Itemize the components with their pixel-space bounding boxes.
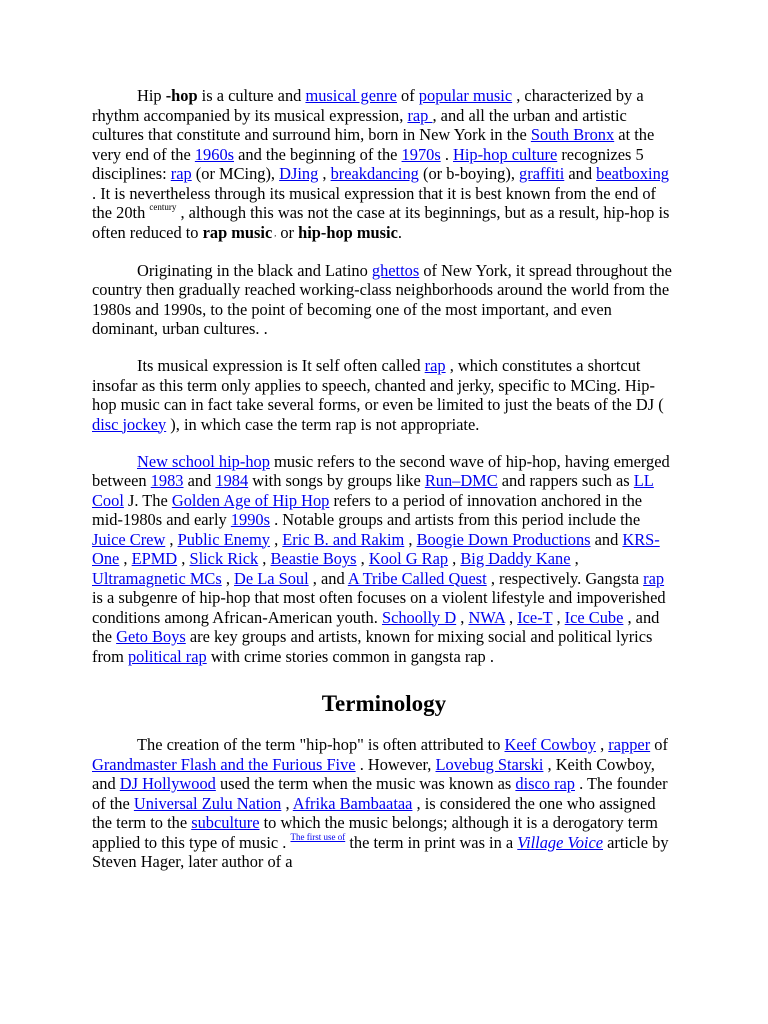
text: ,: [221, 568, 235, 588]
link-run-dmc[interactable]: Run–DMC: [424, 471, 498, 490]
link-hip-hop-culture[interactable]: Hip-hop culture: [453, 144, 558, 164]
text: ,: [318, 164, 331, 183]
link-1970s[interactable]: 1970s: [401, 144, 441, 164]
article-body: [92, 86, 676, 889]
link-breakdancing[interactable]: breakdancing: [330, 164, 419, 183]
bold-text: -hop: [165, 86, 198, 105]
text: ,: [552, 607, 565, 627]
text: at the very end of the: [92, 125, 655, 164]
link-rap[interactable]: rap: [407, 105, 433, 125]
link-grandmaster-flash[interactable]: Grandmaster Flash and the Furious Five: [92, 754, 356, 774]
link-subculture[interactable]: subculture: [191, 813, 260, 832]
text: with crime stories common in gangsta rap .: [206, 646, 494, 666]
text: , which constitutes a shortcut insofar as this term only applies to speech, chanted and jerky, specific to MCing. Hip-hop music can in fact take several forms, or even be limited to just the beats of the DJ (: [92, 356, 664, 414]
text: of: [650, 735, 668, 754]
text: ,: [165, 529, 178, 549]
link-keef-cowboy[interactable]: Keef Cowboy: [504, 735, 596, 754]
link-rap-2[interactable]: rap: [170, 164, 192, 183]
text: ), in which case the term rap is not appropriate.: [166, 414, 480, 434]
paragraph-intro: [92, 86, 676, 243]
link-ultramagnetic[interactable]: Ultramagnetic MCs: [92, 568, 222, 588]
link-ll-cool[interactable]: LL Cool: [92, 471, 654, 510]
text: are key groups and artists, known for mixing social and political lyrics from: [92, 627, 653, 666]
link-first-use-footnote[interactable]: The first use of: [290, 831, 346, 842]
text: and: [564, 164, 597, 183]
text: is a subgenre of hip-hop that most often focuses on a violent lifestyle and impoverished conditions among African-American youth.: [92, 588, 666, 627]
text: (or MCing),: [191, 164, 280, 183]
link-eric-b-rakim[interactable]: Eric B. and Rakim: [282, 529, 405, 549]
link-new-school-hip-hop[interactable]: New school hip-hop: [137, 451, 270, 471]
link-nwa[interactable]: NWA: [468, 607, 505, 627]
text: , is considered the one who assigned the term to the: [92, 793, 656, 832]
section-heading: Terminology: [321, 691, 447, 716]
text: .: [440, 144, 454, 164]
link-1990s[interactable]: 1990s: [230, 510, 271, 529]
text: , and all the urban and artistic cultures that constitute and surround him, born in New York in the: [92, 105, 627, 144]
text: Hip: [137, 86, 166, 105]
paragraph-terminology: [92, 735, 676, 872]
text: ,: [281, 793, 293, 813]
link-disco-rap[interactable]: disco rap: [515, 774, 575, 793]
text: ,: [596, 735, 609, 754]
link-djing[interactable]: DJing: [279, 164, 319, 183]
text: (or b-boying),: [418, 164, 520, 183]
text: J. The: [123, 490, 172, 510]
link-epmd[interactable]: EPMD: [131, 549, 178, 568]
text: article by Steven Hager, later author of a: [92, 832, 669, 871]
text: . It is nevertheless through its musical expression that it is best known from the end of the 20th: [92, 183, 657, 222]
link-political-rap[interactable]: political rap: [127, 646, 207, 666]
text: used the term when the music was known as: [215, 774, 516, 793]
text: ,: [258, 549, 271, 568]
paragraph-musical-expression: [92, 356, 676, 434]
link-dj-hollywood[interactable]: DJ Hollywood: [119, 774, 216, 793]
text: The creation of the term "hip-hop" is often attributed to: [137, 735, 505, 754]
text: and: [590, 529, 623, 549]
link-rap-4[interactable]: rap: [643, 568, 665, 588]
link-south-bronx[interactable]: South Bronx: [530, 125, 615, 144]
text: ,: [570, 549, 579, 568]
text: .: [397, 222, 402, 242]
text: . However,: [355, 754, 436, 774]
text: is a culture and: [197, 86, 306, 105]
link-schoolly-d[interactable]: Schoolly D: [381, 607, 457, 627]
link-kool-g-rap[interactable]: Kool G Rap: [368, 549, 449, 568]
stray-comma: ,: [272, 228, 277, 238]
link-rapper[interactable]: rapper: [608, 735, 651, 754]
link-1984[interactable]: 1984: [215, 471, 249, 490]
link-geto-boys[interactable]: Geto Boys: [116, 627, 186, 646]
text: or: [276, 222, 299, 242]
link-universal-zulu-nation[interactable]: Universal Zulu Nation: [133, 793, 282, 813]
text: Originating in the black and Latino: [137, 260, 372, 280]
superscript-century: century: [149, 202, 177, 212]
text: , and the: [92, 607, 660, 646]
bold-hip-hop-music: hip-hop music: [298, 222, 398, 242]
link-krs-one[interactable]: KRS-One: [92, 529, 660, 568]
text: recognizes 5 disciplines:: [92, 144, 644, 183]
text: ,: [456, 607, 469, 627]
link-ghettos[interactable]: ghettos: [371, 260, 420, 280]
paragraph-new-school: [92, 452, 676, 667]
text: and rappers such as: [497, 471, 634, 490]
link-afrika-bambaataa[interactable]: Afrika Bambaataa: [292, 793, 413, 813]
link-1983[interactable]: 1983: [150, 471, 184, 490]
link-beatboxing[interactable]: beatboxing: [596, 164, 669, 183]
text: , although this was not the case at its beginnings, but as a result, hip-hop is often reduced to: [92, 203, 670, 242]
link-beastie-boys[interactable]: Beastie Boys: [270, 549, 357, 568]
text: of New York, it spread throughout the country then gradually reached working-class neighborhoods around the world from the 1980s and 1990s, to the point of becoming one of the most important, and even dominant, urban cultures. .: [92, 260, 672, 338]
link-village-voice[interactable]: Village Voice: [517, 832, 603, 852]
link-boogie-down[interactable]: Boogie Down Productions: [416, 529, 591, 549]
text: , characterized by a rhythm accompanied by its musical expression,: [92, 86, 644, 125]
link-ice-t[interactable]: Ice-T: [517, 607, 553, 627]
text: ,: [448, 549, 461, 568]
bold-rap-music: rap music: [202, 222, 273, 242]
paragraph-origins: [92, 261, 676, 339]
link-de-la-soul[interactable]: De La Soul: [234, 568, 309, 588]
link-ice-cube[interactable]: Ice Cube: [564, 607, 624, 627]
text: ,: [404, 529, 417, 549]
text: ,: [119, 549, 132, 568]
link-lovebug-starski[interactable]: Lovebug Starski: [435, 754, 544, 774]
text: with songs by groups like: [248, 471, 425, 490]
link-juice-crew[interactable]: Juice Crew: [92, 529, 166, 549]
link-rap-3[interactable]: rap: [424, 356, 446, 375]
text: , and: [308, 568, 348, 588]
text: music refers to the second wave of hip-hop, having emerged between: [92, 451, 670, 490]
text: . The founder of the: [92, 774, 668, 813]
text: . Notable groups and artists from this period include the: [270, 510, 641, 529]
link-tribe-called-quest[interactable]: A Tribe Called Quest: [347, 568, 487, 588]
link-golden-age[interactable]: Golden Age of Hip Hop: [171, 490, 330, 510]
text: ,: [177, 549, 190, 568]
text: of: [396, 86, 419, 105]
text: ,: [504, 607, 518, 627]
text: ,: [270, 529, 283, 549]
link-public-enemy[interactable]: Public Enemy: [177, 529, 270, 549]
link-musical-genre[interactable]: musical genre: [305, 86, 397, 105]
link-graffiti[interactable]: graffiti: [519, 164, 565, 183]
text: Its musical expression is It self often called: [137, 356, 425, 375]
text: to which the music belongs; although it is a derogatory term applied to this type of music .: [92, 813, 658, 852]
text: , Keith Cowboy, and: [92, 754, 655, 793]
text: and: [183, 471, 216, 490]
link-disc-jockey[interactable]: disc jockey: [92, 414, 167, 434]
text: refers to a period of innovation anchored in the mid-1980s and early: [92, 490, 643, 529]
link-1960s[interactable]: 1960s: [194, 144, 235, 164]
link-slick-rick[interactable]: Slick Rick: [189, 549, 259, 568]
text: , respectively. Gangsta: [486, 568, 644, 588]
text: and the beginning of the: [234, 144, 402, 164]
text: the term in print was in a: [345, 832, 518, 852]
link-big-daddy-kane[interactable]: Big Daddy Kane: [460, 549, 571, 568]
link-popular-music[interactable]: popular music: [418, 86, 513, 105]
text: ,: [356, 549, 369, 568]
